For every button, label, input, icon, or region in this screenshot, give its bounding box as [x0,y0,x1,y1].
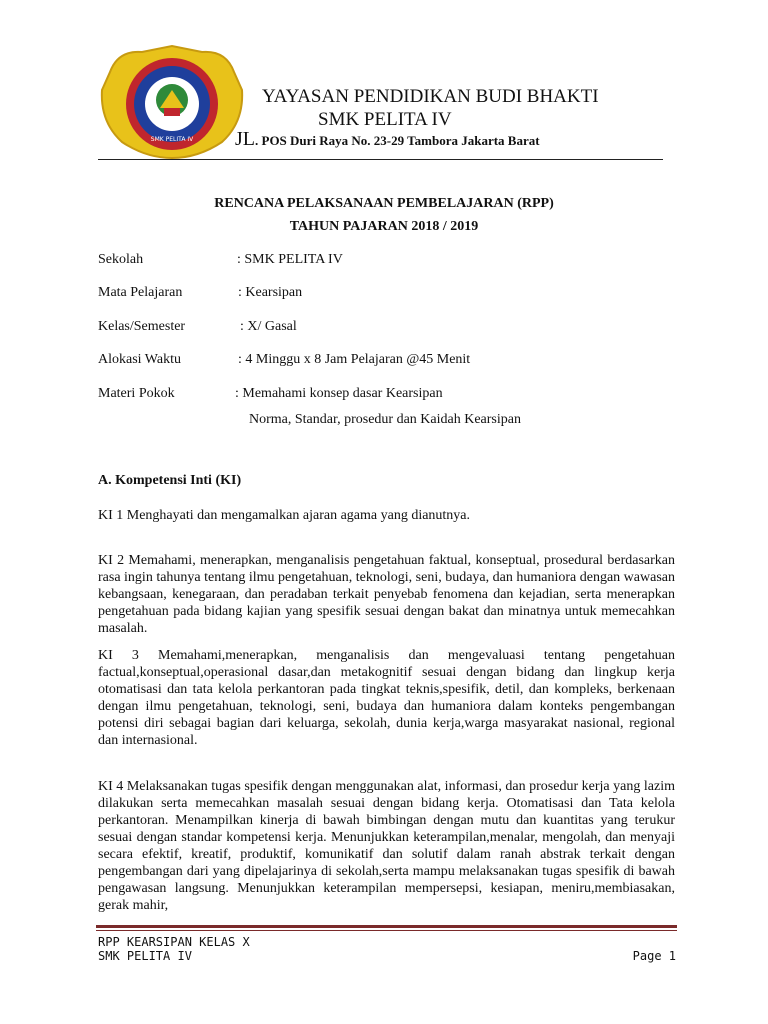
school-name: SMK PELITA IV [318,109,452,130]
value-sekolah: : SMK PELITA IV [237,252,343,267]
paragraph-ki3: KI 3 Memahami,menerapkan, menganalisis dan mengevaluasi tentang pengetahuan factual,konseptual,operasional dasar,dan metakognitif sesuai dengan bidang dan lingkup kerja otomatisasi dan tata kelola perkantoran pada tingkat teknis,spesifik, detil, dan kompleks, berkenaan dengan ilmu pengetahuan, teknologi, seni, budaya dan humaniora dalam konteks pengembangan potensi diri sebagai bagian dari keluarga, sekolah, dunia kerja,warga masyarakat nasional, regional dan internasional. [98,648,675,748]
paragraph-ki4: KI 4 Melaksanakan tugas spesifik dengan menggunakan alat, informasi, dan prosedur kerja yang lazim dilakukan serta memecahkan masalah sesuai dengan bidang kerja. Otomatisasi dan Tata kelola perkantoran. Menampilkan kinerja di bawah bimbingan dengan mutu dan kuantitas yang terukur sesuai dengan standar kompetensi kerja. Menunjukkan keterampilan,menalar, mengolah, dan menyaji secara efektif, kreatif, produktif, komunikatif dan solutif dalam ranah abstrak terkait dengan pengembangan dari yang dipelajarinya di sekolah,serta mampu melaksanakan tugas spesifik di bawah pengawasan langsung. Menunjukkan keterampilan mempersepsi, kesiapan, meniru,membiasakan, gerak mahir, [98,779,675,913]
label-kelas-semester: Kelas/Semester [98,319,186,334]
document-title: RENCANA PELAKSANAAN PEMBELAJARAN (RPP) [214,196,554,211]
value-materi-pokok: : Memahami konsep dasar Kearsipan [235,386,443,401]
value-materi-pokok-line2: Norma, Standar, prosedur dan Kaidah Kearsipan [249,412,521,427]
label-mata-pelajaran: Mata Pelajaran [98,285,183,300]
value-kelas-semester: : X/ Gasal [240,319,297,334]
label-alokasi-waktu: Alokasi Waktu [98,352,181,367]
value-mata-pelajaran: : Kearsipan [238,285,303,300]
footer-rule-thin [96,930,677,931]
letterhead-divider [98,159,663,160]
school-logo [98,42,246,160]
paragraph-ki2: KI 2 Memahami, menerapkan, menganalisis pengetahuan faktual, konseptual, prosedural berdasarkan rasa ingin tahunya tentang ilmu pengetahuan, teknologi, seni, budaya, dan humaniora dengan wawasan kebangsaan, kenegaraan, dan peradaban terkait penyebab fenomena dan kejadian, serta menerapkan pengetahuan pada bidang kajian yang spesifik sesuai dengan bakat dan minatnya untuk memecahkan masalah. [98,553,675,636]
academic-year: TAHUN PAJARAN 2018 / 2019 [289,219,479,234]
footer-school-name: SMK PELITA IV [98,949,192,963]
address-text: . POS Duri Raya No. 23-29 Tambora Jakarta Barat [255,133,540,148]
label-sekolah: Sekolah [98,252,144,267]
footer-document-name: RPP KEARSIPAN KELAS X [98,935,250,949]
footer-page-number: Page 1 [632,949,676,963]
label-materi-pokok: Materi Pokok [98,386,175,401]
value-alokasi-waktu: : 4 Minggu x 8 Jam Pelajaran @45 Menit [238,352,471,367]
logo-text: SMK PELITA IV [150,136,194,143]
address-prefix: JL [235,128,255,150]
school-address [235,128,540,151]
foundation-name: YAYASAN PENDIDIKAN BUDI BHAKTI [262,86,599,107]
footer-rule-thick [96,925,677,928]
section-heading-kompetensi-inti: A. Kompetensi Inti (KI) [98,473,242,488]
paragraph-ki1: KI 1 Menghayati dan mengamalkan ajaran agama yang dianutnya. [98,508,471,523]
